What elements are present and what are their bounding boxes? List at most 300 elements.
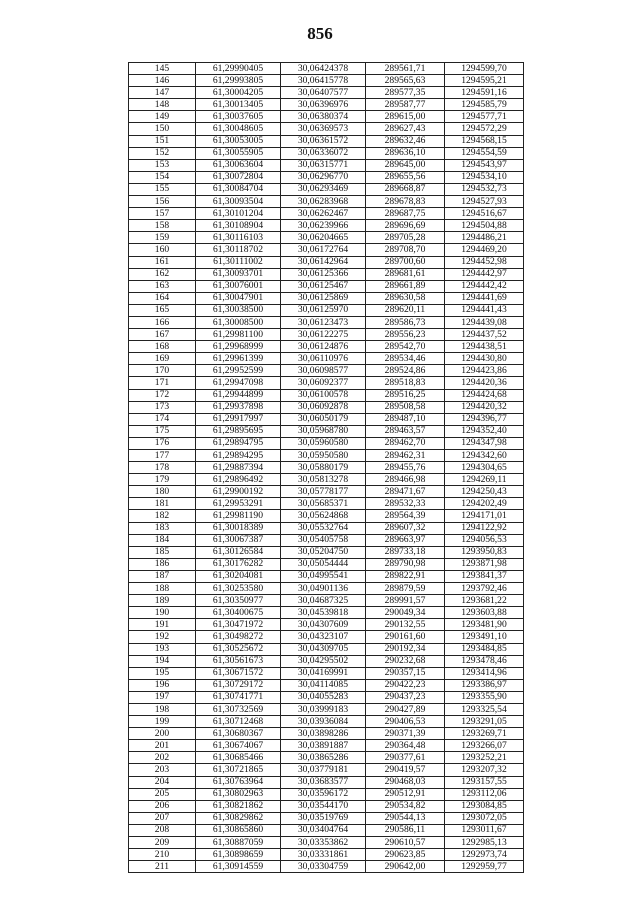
longitude-cell: 30,04295502	[281, 655, 366, 667]
point-number-cell: 159	[129, 232, 196, 244]
x-coordinate-cell: 289663,97	[366, 534, 445, 546]
point-number-cell: 175	[129, 425, 196, 437]
longitude-cell: 30,06100578	[281, 389, 366, 401]
y-coordinate-cell: 1294532,73	[445, 183, 524, 195]
table-row	[129, 208, 524, 220]
table-row	[129, 111, 524, 123]
x-coordinate-cell: 290232,68	[366, 655, 445, 667]
longitude-cell: 30,03891887	[281, 740, 366, 752]
latitude-cell: 61,29961399	[196, 353, 281, 365]
x-coordinate-cell: 290406,53	[366, 716, 445, 728]
longitude-cell: 30,06125970	[281, 304, 366, 316]
point-number-cell: 196	[129, 679, 196, 691]
x-coordinate-cell: 289607,32	[366, 522, 445, 534]
table-row	[129, 365, 524, 377]
point-number-cell: 195	[129, 667, 196, 679]
table-row	[129, 135, 524, 147]
longitude-cell: 30,06293469	[281, 183, 366, 195]
table-row	[129, 643, 524, 655]
point-number-cell: 148	[129, 99, 196, 111]
table-row	[129, 450, 524, 462]
y-coordinate-cell: 1293252,21	[445, 752, 524, 764]
point-number-cell: 207	[129, 812, 196, 824]
latitude-cell: 61,29900192	[196, 486, 281, 498]
latitude-cell: 61,30914559	[196, 861, 281, 873]
point-number-cell: 181	[129, 498, 196, 510]
latitude-cell: 61,30176282	[196, 558, 281, 570]
y-coordinate-cell: 1294442,42	[445, 280, 524, 292]
latitude-cell: 61,30004205	[196, 87, 281, 99]
point-number-cell: 183	[129, 522, 196, 534]
point-number-cell: 211	[129, 861, 196, 873]
table-row	[129, 510, 524, 522]
table-row	[129, 220, 524, 232]
table-row	[129, 861, 524, 873]
longitude-cell: 30,03683577	[281, 776, 366, 788]
latitude-cell: 61,30721865	[196, 764, 281, 776]
longitude-cell: 30,06124876	[281, 341, 366, 353]
longitude-cell: 30,06424378	[281, 63, 366, 75]
point-number-cell: 198	[129, 703, 196, 715]
latitude-cell: 61,30498272	[196, 631, 281, 643]
table-row	[129, 425, 524, 437]
point-number-cell: 186	[129, 558, 196, 570]
point-number-cell: 208	[129, 824, 196, 836]
point-number-cell: 205	[129, 788, 196, 800]
point-number-cell: 180	[129, 486, 196, 498]
y-coordinate-cell: 1294452,98	[445, 256, 524, 268]
x-coordinate-cell: 290132,55	[366, 619, 445, 631]
coordinates-table-body	[129, 63, 524, 873]
x-coordinate-cell: 290192,34	[366, 643, 445, 655]
y-coordinate-cell: 1293841,37	[445, 570, 524, 582]
latitude-cell: 61,30732569	[196, 703, 281, 715]
x-coordinate-cell: 290534,82	[366, 800, 445, 812]
point-number-cell: 156	[129, 196, 196, 208]
longitude-cell: 30,05880179	[281, 462, 366, 474]
longitude-cell: 30,04539818	[281, 607, 366, 619]
latitude-cell: 61,30671572	[196, 667, 281, 679]
point-number-cell: 204	[129, 776, 196, 788]
longitude-cell: 30,06415778	[281, 75, 366, 87]
longitude-cell: 30,03544170	[281, 800, 366, 812]
x-coordinate-cell: 290419,57	[366, 764, 445, 776]
longitude-cell: 30,06369573	[281, 123, 366, 135]
latitude-cell: 61,30729172	[196, 679, 281, 691]
latitude-cell: 61,30253580	[196, 583, 281, 595]
y-coordinate-cell: 1293481,90	[445, 619, 524, 631]
y-coordinate-cell: 1294202,49	[445, 498, 524, 510]
y-coordinate-cell: 1294437,52	[445, 329, 524, 341]
table-row	[129, 377, 524, 389]
longitude-cell: 30,06296770	[281, 171, 366, 183]
y-coordinate-cell: 1294430,80	[445, 353, 524, 365]
x-coordinate-cell: 289565,63	[366, 75, 445, 87]
point-number-cell: 172	[129, 389, 196, 401]
y-coordinate-cell: 1293084,85	[445, 800, 524, 812]
y-coordinate-cell: 1293157,55	[445, 776, 524, 788]
y-coordinate-cell: 1293072,05	[445, 812, 524, 824]
longitude-cell: 30,05813278	[281, 474, 366, 486]
longitude-cell: 30,05204750	[281, 546, 366, 558]
latitude-cell: 61,30350977	[196, 595, 281, 607]
latitude-cell: 61,29894295	[196, 450, 281, 462]
table-row	[129, 800, 524, 812]
coordinates-table	[128, 62, 524, 873]
table-row	[129, 655, 524, 667]
x-coordinate-cell: 289991,57	[366, 595, 445, 607]
table-row	[129, 558, 524, 570]
latitude-cell: 61,30018389	[196, 522, 281, 534]
x-coordinate-cell: 289487,10	[366, 413, 445, 425]
table-row	[129, 329, 524, 341]
x-coordinate-cell: 290427,89	[366, 703, 445, 715]
latitude-cell: 61,30008500	[196, 316, 281, 328]
point-number-cell: 190	[129, 607, 196, 619]
longitude-cell: 30,05968780	[281, 425, 366, 437]
point-number-cell: 192	[129, 631, 196, 643]
table-row	[129, 171, 524, 183]
latitude-cell: 61,30821862	[196, 800, 281, 812]
x-coordinate-cell: 289561,71	[366, 63, 445, 75]
y-coordinate-cell: 1293681,22	[445, 595, 524, 607]
longitude-cell: 30,04901136	[281, 583, 366, 595]
point-number-cell: 193	[129, 643, 196, 655]
x-coordinate-cell: 289615,00	[366, 111, 445, 123]
longitude-cell: 30,06092878	[281, 401, 366, 413]
y-coordinate-cell: 1294585,79	[445, 99, 524, 111]
longitude-cell: 30,03865286	[281, 752, 366, 764]
table-row	[129, 147, 524, 159]
longitude-cell: 30,03999183	[281, 703, 366, 715]
table-row	[129, 776, 524, 788]
point-number-cell: 149	[129, 111, 196, 123]
point-number-cell: 164	[129, 292, 196, 304]
table-row	[129, 824, 524, 836]
table-row	[129, 812, 524, 824]
latitude-cell: 61,30126584	[196, 546, 281, 558]
table-row	[129, 159, 524, 171]
longitude-cell: 30,04169991	[281, 667, 366, 679]
table-row	[129, 619, 524, 631]
point-number-cell: 158	[129, 220, 196, 232]
longitude-cell: 30,05685371	[281, 498, 366, 510]
y-coordinate-cell: 1294516,67	[445, 208, 524, 220]
latitude-cell: 61,30400675	[196, 607, 281, 619]
longitude-cell: 30,06336072	[281, 147, 366, 159]
y-coordinate-cell: 1294543,97	[445, 159, 524, 171]
latitude-cell: 61,29953291	[196, 498, 281, 510]
y-coordinate-cell: 1294591,16	[445, 87, 524, 99]
y-coordinate-cell: 1293603,88	[445, 607, 524, 619]
longitude-cell: 30,06361572	[281, 135, 366, 147]
point-number-cell: 151	[129, 135, 196, 147]
table-row	[129, 413, 524, 425]
y-coordinate-cell: 1294595,21	[445, 75, 524, 87]
y-coordinate-cell: 1294486,21	[445, 232, 524, 244]
table-row	[129, 341, 524, 353]
y-coordinate-cell: 1294577,71	[445, 111, 524, 123]
y-coordinate-cell: 1294420,36	[445, 377, 524, 389]
longitude-cell: 30,03596172	[281, 788, 366, 800]
latitude-cell: 61,29944899	[196, 389, 281, 401]
x-coordinate-cell: 289516,25	[366, 389, 445, 401]
y-coordinate-cell: 1294171,01	[445, 510, 524, 522]
longitude-cell: 30,04114085	[281, 679, 366, 691]
table-row	[129, 268, 524, 280]
longitude-cell: 30,03519769	[281, 812, 366, 824]
table-row	[129, 788, 524, 800]
y-coordinate-cell: 1294056,53	[445, 534, 524, 546]
y-coordinate-cell: 1294568,15	[445, 135, 524, 147]
table-row	[129, 353, 524, 365]
longitude-cell: 30,06092377	[281, 377, 366, 389]
table-row	[129, 631, 524, 643]
x-coordinate-cell: 289532,33	[366, 498, 445, 510]
point-number-cell: 168	[129, 341, 196, 353]
latitude-cell: 61,30829862	[196, 812, 281, 824]
x-coordinate-cell: 289822,91	[366, 570, 445, 582]
x-coordinate-cell: 289466,98	[366, 474, 445, 486]
x-coordinate-cell: 289455,76	[366, 462, 445, 474]
table-row	[129, 849, 524, 861]
latitude-cell: 61,30685466	[196, 752, 281, 764]
x-coordinate-cell: 290642,00	[366, 861, 445, 873]
table-row	[129, 703, 524, 715]
x-coordinate-cell: 289632,46	[366, 135, 445, 147]
latitude-cell: 61,29981100	[196, 329, 281, 341]
latitude-cell: 61,30038500	[196, 304, 281, 316]
table-row	[129, 75, 524, 87]
table-row	[129, 256, 524, 268]
latitude-cell: 61,29981190	[196, 510, 281, 522]
y-coordinate-cell: 1293491,10	[445, 631, 524, 643]
x-coordinate-cell: 289630,58	[366, 292, 445, 304]
latitude-cell: 61,30118702	[196, 244, 281, 256]
longitude-cell: 30,04323107	[281, 631, 366, 643]
y-coordinate-cell: 1293484,85	[445, 643, 524, 655]
y-coordinate-cell: 1294554,59	[445, 147, 524, 159]
x-coordinate-cell: 289556,23	[366, 329, 445, 341]
longitude-cell: 30,04995541	[281, 570, 366, 582]
y-coordinate-cell: 1294442,97	[445, 268, 524, 280]
y-coordinate-cell: 1293355,90	[445, 691, 524, 703]
latitude-cell: 61,29968999	[196, 341, 281, 353]
longitude-cell: 30,05950580	[281, 450, 366, 462]
latitude-cell: 61,30111002	[196, 256, 281, 268]
point-number-cell: 163	[129, 280, 196, 292]
longitude-cell: 30,06262467	[281, 208, 366, 220]
x-coordinate-cell: 290371,39	[366, 728, 445, 740]
table-row	[129, 716, 524, 728]
latitude-cell: 61,29895695	[196, 425, 281, 437]
x-coordinate-cell: 289678,83	[366, 196, 445, 208]
latitude-cell: 61,30067387	[196, 534, 281, 546]
x-coordinate-cell: 289564,39	[366, 510, 445, 522]
latitude-cell: 61,30063604	[196, 159, 281, 171]
point-number-cell: 197	[129, 691, 196, 703]
longitude-cell: 30,05405758	[281, 534, 366, 546]
y-coordinate-cell: 1293792,46	[445, 583, 524, 595]
x-coordinate-cell: 290161,60	[366, 631, 445, 643]
y-coordinate-cell: 1294347,98	[445, 437, 524, 449]
latitude-cell: 61,30055905	[196, 147, 281, 159]
y-coordinate-cell: 1292959,77	[445, 861, 524, 873]
longitude-cell: 30,06396976	[281, 99, 366, 111]
y-coordinate-cell: 1294572,29	[445, 123, 524, 135]
table-row	[129, 244, 524, 256]
table-row	[129, 740, 524, 752]
table-row	[129, 764, 524, 776]
latitude-cell: 61,29952599	[196, 365, 281, 377]
longitude-cell: 30,06315771	[281, 159, 366, 171]
x-coordinate-cell: 290049,34	[366, 607, 445, 619]
x-coordinate-cell: 289462,31	[366, 450, 445, 462]
point-number-cell: 176	[129, 437, 196, 449]
x-coordinate-cell: 289705,28	[366, 232, 445, 244]
longitude-cell: 30,05960580	[281, 437, 366, 449]
table-row	[129, 522, 524, 534]
x-coordinate-cell: 289700,60	[366, 256, 445, 268]
point-number-cell: 166	[129, 316, 196, 328]
latitude-cell: 61,30072804	[196, 171, 281, 183]
y-coordinate-cell: 1293414,96	[445, 667, 524, 679]
point-number-cell: 147	[129, 87, 196, 99]
point-number-cell: 177	[129, 450, 196, 462]
x-coordinate-cell: 289587,77	[366, 99, 445, 111]
point-number-cell: 173	[129, 401, 196, 413]
latitude-cell: 61,30865860	[196, 824, 281, 836]
x-coordinate-cell: 290623,85	[366, 849, 445, 861]
longitude-cell: 30,06204665	[281, 232, 366, 244]
table-row	[129, 570, 524, 582]
point-number-cell: 146	[129, 75, 196, 87]
point-number-cell: 179	[129, 474, 196, 486]
x-coordinate-cell: 289620,11	[366, 304, 445, 316]
point-number-cell: 165	[129, 304, 196, 316]
table-row	[129, 196, 524, 208]
table-row	[129, 87, 524, 99]
longitude-cell: 30,04055283	[281, 691, 366, 703]
table-row	[129, 534, 524, 546]
latitude-cell: 61,29896492	[196, 474, 281, 486]
table-row	[129, 437, 524, 449]
point-number-cell: 150	[129, 123, 196, 135]
x-coordinate-cell: 289577,35	[366, 87, 445, 99]
longitude-cell: 30,06380374	[281, 111, 366, 123]
x-coordinate-cell: 289463,57	[366, 425, 445, 437]
table-row	[129, 183, 524, 195]
x-coordinate-cell: 289586,73	[366, 316, 445, 328]
table-row	[129, 63, 524, 75]
table-row	[129, 498, 524, 510]
table-row	[129, 691, 524, 703]
latitude-cell: 61,30084704	[196, 183, 281, 195]
latitude-cell: 61,29894795	[196, 437, 281, 449]
y-coordinate-cell: 1294534,10	[445, 171, 524, 183]
latitude-cell: 61,29937898	[196, 401, 281, 413]
y-coordinate-cell: 1294504,88	[445, 220, 524, 232]
y-coordinate-cell: 1293011,67	[445, 824, 524, 836]
table-row	[129, 280, 524, 292]
y-coordinate-cell: 1293325,54	[445, 703, 524, 715]
point-number-cell: 210	[129, 849, 196, 861]
table-row	[129, 292, 524, 304]
table-row	[129, 389, 524, 401]
y-coordinate-cell: 1294352,40	[445, 425, 524, 437]
point-number-cell: 203	[129, 764, 196, 776]
latitude-cell: 61,30802963	[196, 788, 281, 800]
table-row	[129, 752, 524, 764]
y-coordinate-cell: 1294250,43	[445, 486, 524, 498]
longitude-cell: 30,03353862	[281, 837, 366, 849]
table-row	[129, 546, 524, 558]
latitude-cell: 61,30037605	[196, 111, 281, 123]
table-row	[129, 728, 524, 740]
longitude-cell: 30,06283968	[281, 196, 366, 208]
latitude-cell: 61,30471972	[196, 619, 281, 631]
longitude-cell: 30,05624868	[281, 510, 366, 522]
x-coordinate-cell: 289542,70	[366, 341, 445, 353]
y-coordinate-cell: 1294396,77	[445, 413, 524, 425]
y-coordinate-cell: 1293269,71	[445, 728, 524, 740]
x-coordinate-cell: 289471,67	[366, 486, 445, 498]
latitude-cell: 61,30712468	[196, 716, 281, 728]
point-number-cell: 152	[129, 147, 196, 159]
point-number-cell: 160	[129, 244, 196, 256]
table-row	[129, 679, 524, 691]
longitude-cell: 30,04309705	[281, 643, 366, 655]
table-row	[129, 462, 524, 474]
y-coordinate-cell: 1293291,05	[445, 716, 524, 728]
point-number-cell: 209	[129, 837, 196, 849]
point-number-cell: 200	[129, 728, 196, 740]
point-number-cell: 194	[129, 655, 196, 667]
longitude-cell: 30,06407577	[281, 87, 366, 99]
y-coordinate-cell: 1294438,51	[445, 341, 524, 353]
longitude-cell: 30,06239966	[281, 220, 366, 232]
x-coordinate-cell: 289534,46	[366, 353, 445, 365]
table-row	[129, 474, 524, 486]
latitude-cell: 61,30116103	[196, 232, 281, 244]
x-coordinate-cell: 290610,57	[366, 837, 445, 849]
x-coordinate-cell: 289636,10	[366, 147, 445, 159]
latitude-cell: 61,29990405	[196, 63, 281, 75]
longitude-cell: 30,03779181	[281, 764, 366, 776]
latitude-cell: 61,30561673	[196, 655, 281, 667]
latitude-cell: 61,30204081	[196, 570, 281, 582]
latitude-cell: 61,30047901	[196, 292, 281, 304]
longitude-cell: 30,03331861	[281, 849, 366, 861]
longitude-cell: 30,04687325	[281, 595, 366, 607]
y-coordinate-cell: 1294122,92	[445, 522, 524, 534]
point-number-cell: 189	[129, 595, 196, 607]
table-row	[129, 123, 524, 135]
latitude-cell: 61,30076001	[196, 280, 281, 292]
y-coordinate-cell: 1293207,32	[445, 764, 524, 776]
x-coordinate-cell: 289645,00	[366, 159, 445, 171]
longitude-cell: 30,05054444	[281, 558, 366, 570]
point-number-cell: 170	[129, 365, 196, 377]
x-coordinate-cell: 289524,86	[366, 365, 445, 377]
table-row	[129, 595, 524, 607]
x-coordinate-cell: 290468,03	[366, 776, 445, 788]
y-coordinate-cell: 1293950,83	[445, 546, 524, 558]
longitude-cell: 30,06110976	[281, 353, 366, 365]
y-coordinate-cell: 1294469,20	[445, 244, 524, 256]
y-coordinate-cell: 1293386,97	[445, 679, 524, 691]
point-number-cell: 202	[129, 752, 196, 764]
